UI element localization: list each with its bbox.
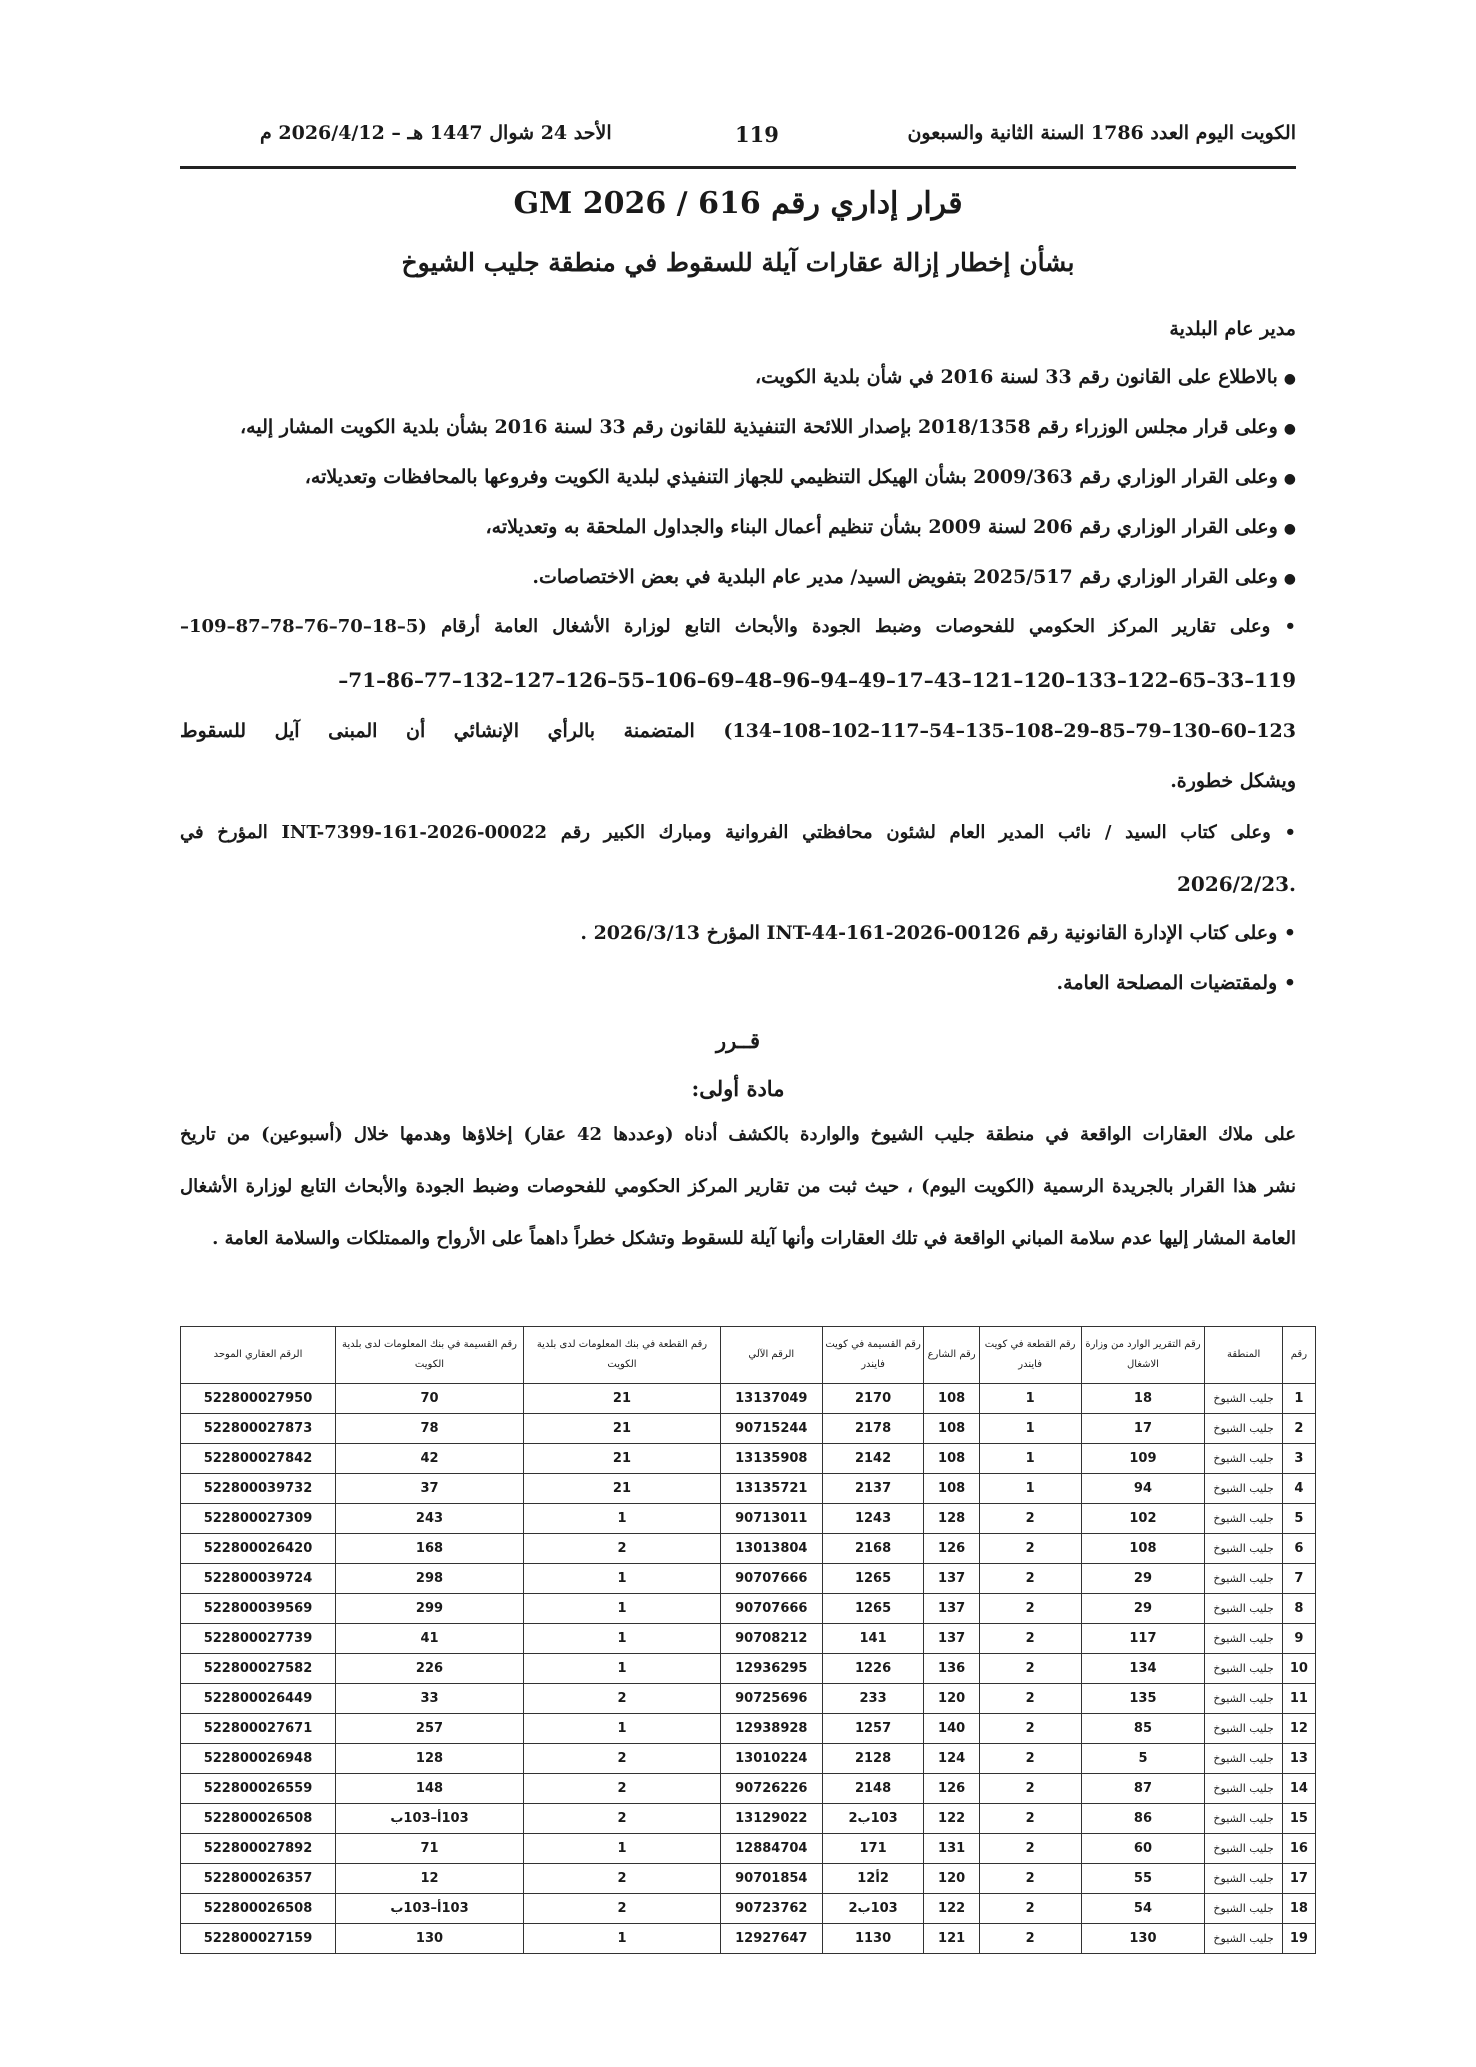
cell-report-no: 55 [1081, 1864, 1205, 1894]
bullet-icon: ● [1283, 521, 1296, 537]
cell-auto-no: 12927647 [720, 1924, 822, 1954]
table-row [181, 1594, 1316, 1624]
cell-plot-kf: 1257 [822, 1714, 924, 1744]
cell-plot-kf: 1130 [822, 1924, 924, 1954]
cell-block-db: 2 [524, 1684, 721, 1714]
cell-plot-kf: 2142 [822, 1444, 924, 1474]
cell-auto-no: 90726226 [720, 1774, 822, 1804]
cell-street-no: 126 [924, 1534, 979, 1564]
cell-report-no: 18 [1081, 1384, 1205, 1414]
cell-area: جليب الشيوخ [1205, 1804, 1282, 1834]
cell-plot-db: 70 [335, 1384, 523, 1414]
col-header-plot-db: رقم القسيمة في بنك المعلومات لدى بلدية الكويت [335, 1327, 523, 1384]
cell-plot-db: 257 [335, 1714, 523, 1744]
bullet-icon: ● [1283, 471, 1296, 487]
table-row [181, 1714, 1316, 1744]
cell-block-db: 2 [524, 1774, 721, 1804]
cell-report-no: 17 [1081, 1414, 1205, 1444]
cell-unified-no: 522800026449 [181, 1684, 336, 1714]
cell-auto-no: 90708212 [720, 1624, 822, 1654]
cell-block-kf: 2 [979, 1654, 1081, 1684]
cell-block-db: 2 [524, 1864, 721, 1894]
cell-plot-kf: 2170 [822, 1384, 924, 1414]
cell-report-no: 130 [1081, 1924, 1205, 1954]
table-row [181, 1564, 1316, 1594]
article-heading: مادة أولى: [691, 1076, 785, 1101]
cell-plot-kf: 103ب2 [822, 1894, 924, 1924]
cell-plot-db: 71 [335, 1834, 523, 1864]
cell-block-kf: 2 [979, 1594, 1081, 1624]
table-row [181, 1864, 1316, 1894]
cell-street-no: 122 [924, 1894, 979, 1924]
cell-unified-no: 522800026357 [181, 1864, 336, 1894]
cell-area: جليب الشيوخ [1205, 1504, 1282, 1534]
bullet-icon: ● [1283, 571, 1296, 587]
cell-row-no: 16 [1282, 1834, 1315, 1864]
cell-street-no: 108 [924, 1384, 979, 1414]
col-header-unified-no: الرقم العقاري الموحد [181, 1327, 336, 1384]
cell-row-no: 19 [1282, 1924, 1315, 1954]
cell-unified-no: 522800039569 [181, 1594, 336, 1624]
cell-plot-kf: 2148 [822, 1774, 924, 1804]
cell-auto-no: 90725696 [720, 1684, 822, 1714]
cell-plot-db: 41 [335, 1624, 523, 1654]
cell-block-db: 1 [524, 1594, 721, 1624]
cell-street-no: 124 [924, 1744, 979, 1774]
properties-table [180, 1326, 1316, 1954]
cell-plot-db: 148 [335, 1774, 523, 1804]
cell-street-no: 122 [924, 1804, 979, 1834]
cell-report-no: 86 [1081, 1804, 1205, 1834]
cell-plot-db: 78 [335, 1414, 523, 1444]
bullet-icon: ● [1283, 371, 1296, 387]
cell-unified-no: 522800026948 [181, 1744, 336, 1774]
bullet-item: ●وعلى القرار الوزاري رقم 2009/363 بشأن الهيكل التنظيمي للجهاز التنفيذي لبلدية الكويت وفروعها بالمحافظات وتعديلاته، [304, 466, 1296, 488]
cell-report-no: 109 [1081, 1444, 1205, 1474]
cell-plot-kf: 103ب2 [822, 1804, 924, 1834]
cell-report-no: 135 [1081, 1684, 1205, 1714]
cell-report-no: 87 [1081, 1774, 1205, 1804]
cell-block-kf: 2 [979, 1564, 1081, 1594]
cell-street-no: 137 [924, 1624, 979, 1654]
cell-area: جليب الشيوخ [1205, 1564, 1282, 1594]
table-row [181, 1774, 1316, 1804]
cell-plot-db: 243 [335, 1504, 523, 1534]
page-header [180, 122, 1296, 162]
cell-block-db: 21 [524, 1444, 721, 1474]
cell-plot-db: 103أ–103ب [335, 1804, 523, 1834]
col-header-street: رقم الشارع [924, 1327, 979, 1384]
cell-block-kf: 2 [979, 1744, 1081, 1774]
bullet-item: ●وعلى قرار مجلس الوزراء رقم 2018/1358 بإصدار اللائحة التنفيذية للقانون رقم 33 لسنة 2016 بشأن بلدية الكويت المشار إليه، [240, 416, 1296, 438]
table-row [181, 1414, 1316, 1444]
cell-report-no: 85 [1081, 1714, 1205, 1744]
cell-area: جليب الشيوخ [1205, 1894, 1282, 1924]
table-header-row [181, 1327, 1316, 1384]
cell-row-no: 6 [1282, 1534, 1315, 1564]
cell-unified-no: 522800026508 [181, 1894, 336, 1924]
decided-heading: قــرر [715, 1028, 761, 1053]
cell-row-no: 11 [1282, 1684, 1315, 1714]
decree-subtitle: بشأن إخطار إزالة عقارات آيلة للسقوط في منطقة جليب الشيوخ [401, 248, 1075, 277]
cell-unified-no: 522800027582 [181, 1654, 336, 1684]
cell-unified-no: 522800039732 [181, 1474, 336, 1504]
cell-report-no: 5 [1081, 1744, 1205, 1774]
cell-row-no: 10 [1282, 1654, 1315, 1684]
cell-plot-db: 298 [335, 1564, 523, 1594]
cell-area: جليب الشيوخ [1205, 1474, 1282, 1504]
cell-row-no: 17 [1282, 1864, 1315, 1894]
col-header-auto-no: الرقم الآلي [720, 1327, 822, 1384]
cell-unified-no: 522800027309 [181, 1504, 336, 1534]
col-header-no: رقم [1282, 1327, 1315, 1384]
cell-plot-db: 299 [335, 1594, 523, 1624]
table-row [181, 1534, 1316, 1564]
public-interest: • ولمقتضيات المصلحة العامة. [1056, 972, 1296, 994]
col-header-area: المنطقة [1205, 1327, 1282, 1384]
col-header-report: رقم التقرير الوارد من وزارة الاشغال [1081, 1327, 1205, 1384]
cell-area: جليب الشيوخ [1205, 1714, 1282, 1744]
cell-block-kf: 2 [979, 1834, 1081, 1864]
cell-report-no: 60 [1081, 1834, 1205, 1864]
bullet-item: ●وعلى القرار الوزاري رقم 206 لسنة 2009 بشأن تنظيم أعمال البناء والجداول الملحقة به وتعديلاته، [485, 516, 1296, 538]
cell-area: جليب الشيوخ [1205, 1834, 1282, 1864]
cell-unified-no: 522800027892 [181, 1834, 336, 1864]
table-row [181, 1474, 1316, 1504]
reports-line-4: ويشكل خطورة. [1170, 770, 1296, 792]
cell-report-no: 108 [1081, 1534, 1205, 1564]
cell-street-no: 120 [924, 1684, 979, 1714]
cell-plot-kf: 2128 [822, 1744, 924, 1774]
cell-block-db: 2 [524, 1894, 721, 1924]
letter1-line-1: • وعلى كتاب السيد / نائب المدير العام لشئون محافظتي الفروانية ومبارك الكبير رقم INT-7399-161-2026-00022 المؤرخ في [180, 822, 1296, 843]
cell-area: جليب الشيوخ [1205, 1684, 1282, 1714]
cell-plot-db: 103أ–103ب [335, 1894, 523, 1924]
article-text-line-1: على ملاك العقارات الواقعة في منطقة جليب الشيوخ والواردة بالكشف أدناه (وعددها 42 عقار) إخلاؤها وهدمها خلال (أسبوعين) من تاريخ [180, 1124, 1296, 1145]
cell-block-kf: 2 [979, 1864, 1081, 1894]
cell-street-no: 137 [924, 1594, 979, 1624]
cell-auto-no: 13137049 [720, 1384, 822, 1414]
cell-row-no: 7 [1282, 1564, 1315, 1594]
reports-line-2: 119–33–65–122–133–120–121–43–17–49–94–96–48–69–106–55–126–127–132–77–86–71– [338, 668, 1296, 692]
col-header-block-db: رقم القطعة في بنك المعلومات لدى بلدية الكويت [524, 1327, 721, 1384]
bullet-item: ●بالاطلاع على القانون رقم 33 لسنة 2016 في شأن بلدية الكويت، [754, 366, 1296, 388]
cell-area: جليب الشيوخ [1205, 1384, 1282, 1414]
issue-date: الأحد 24 شوال 1447 هـ – 2026/4/12 م [260, 122, 612, 144]
cell-block-kf: 2 [979, 1684, 1081, 1714]
cell-unified-no: 522800027842 [181, 1444, 336, 1474]
cell-plot-kf: 2137 [822, 1474, 924, 1504]
cell-row-no: 13 [1282, 1744, 1315, 1774]
cell-auto-no: 90707666 [720, 1594, 822, 1624]
table-row [181, 1624, 1316, 1654]
col-header-block-kf: رقم القطعة في كويت فايندر [979, 1327, 1081, 1384]
cell-street-no: 121 [924, 1924, 979, 1954]
cell-block-kf: 2 [979, 1804, 1081, 1834]
cell-area: جليب الشيوخ [1205, 1924, 1282, 1954]
cell-area: جليب الشيوخ [1205, 1864, 1282, 1894]
cell-unified-no: 522800026508 [181, 1804, 336, 1834]
cell-street-no: 108 [924, 1414, 979, 1444]
cell-block-kf: 2 [979, 1774, 1081, 1804]
cell-block-kf: 1 [979, 1444, 1081, 1474]
cell-plot-kf: 171 [822, 1834, 924, 1864]
cell-plot-kf: 1243 [822, 1504, 924, 1534]
cell-plot-db: 37 [335, 1474, 523, 1504]
cell-area: جليب الشيوخ [1205, 1444, 1282, 1474]
cell-area: جليب الشيوخ [1205, 1744, 1282, 1774]
cell-plot-db: 42 [335, 1444, 523, 1474]
table-row [181, 1444, 1316, 1474]
table-row [181, 1744, 1316, 1774]
bullet-item: ●وعلى القرار الوزاري رقم 2025/517 بتفويض السيد/ مدير عام البلدية في بعض الاختصاصات. [532, 566, 1296, 588]
cell-area: جليب الشيوخ [1205, 1624, 1282, 1654]
cell-block-kf: 2 [979, 1894, 1081, 1924]
cell-unified-no: 522800027950 [181, 1384, 336, 1414]
cell-report-no: 54 [1081, 1894, 1205, 1924]
table-body [181, 1384, 1316, 1954]
cell-plot-kf: 1226 [822, 1654, 924, 1684]
cell-row-no: 2 [1282, 1414, 1315, 1444]
cell-unified-no: 522800027873 [181, 1414, 336, 1444]
cell-plot-db: 33 [335, 1684, 523, 1714]
bullet-icon: ● [1283, 421, 1296, 437]
cell-area: جليب الشيوخ [1205, 1654, 1282, 1684]
decree-title: قرار إداري رقم 616 / 2026 GM [513, 186, 963, 221]
cell-auto-no: 13129022 [720, 1804, 822, 1834]
cell-auto-no: 90715244 [720, 1414, 822, 1444]
cell-block-db: 1 [524, 1924, 721, 1954]
table-row [181, 1504, 1316, 1534]
cell-block-db: 1 [524, 1564, 721, 1594]
table-row [181, 1384, 1316, 1414]
cell-street-no: 137 [924, 1564, 979, 1594]
cell-block-kf: 2 [979, 1924, 1081, 1954]
cell-row-no: 8 [1282, 1594, 1315, 1624]
issue-info: الكويت اليوم العدد 1786 السنة الثانية والسبعون [907, 122, 1296, 144]
table-row [181, 1924, 1316, 1954]
cell-block-db: 1 [524, 1714, 721, 1744]
cell-street-no: 126 [924, 1774, 979, 1804]
cell-street-no: 108 [924, 1474, 979, 1504]
cell-auto-no: 12936295 [720, 1654, 822, 1684]
table-row [181, 1684, 1316, 1714]
cell-plot-db: 12 [335, 1864, 523, 1894]
reports-line-1: • وعلى تقارير المركز الحكومي للفحوصات وضبط الجودة والأبحاث التابع لوزارة الأشغال العامة أرقام (5–18–70–76–78–87–109– [180, 616, 1296, 637]
cell-report-no: 94 [1081, 1474, 1205, 1504]
cell-row-no: 15 [1282, 1804, 1315, 1834]
cell-street-no: 131 [924, 1834, 979, 1864]
cell-unified-no: 522800027739 [181, 1624, 336, 1654]
cell-plot-kf: 1265 [822, 1594, 924, 1624]
cell-report-no: 117 [1081, 1624, 1205, 1654]
cell-report-no: 29 [1081, 1564, 1205, 1594]
cell-block-kf: 2 [979, 1624, 1081, 1654]
cell-street-no: 140 [924, 1714, 979, 1744]
cell-block-db: 2 [524, 1534, 721, 1564]
cell-area: جليب الشيوخ [1205, 1774, 1282, 1804]
letter1-line-2: .2026/2/23 [1177, 872, 1296, 896]
cell-street-no: 108 [924, 1444, 979, 1474]
cell-street-no: 128 [924, 1504, 979, 1534]
cell-street-no: 136 [924, 1654, 979, 1684]
cell-block-db: 21 [524, 1414, 721, 1444]
cell-auto-no: 13135908 [720, 1444, 822, 1474]
table-row [181, 1894, 1316, 1924]
cell-block-kf: 1 [979, 1474, 1081, 1504]
cell-block-db: 2 [524, 1804, 721, 1834]
cell-plot-kf: 2أ12 [822, 1864, 924, 1894]
cell-area: جليب الشيوخ [1205, 1594, 1282, 1624]
cell-block-db: 21 [524, 1384, 721, 1414]
cell-street-no: 120 [924, 1864, 979, 1894]
cell-block-kf: 1 [979, 1384, 1081, 1414]
article-text-line-2: نشر هذا القرار بالجريدة الرسمية (الكويت اليوم) ، حيث ثبت من تقارير المركز الحكومي للفحوصات وضبط الجودة والأبحاث التابع لوزارة الأشغال [180, 1176, 1296, 1197]
cell-auto-no: 90713011 [720, 1504, 822, 1534]
reports-line-3: 123–60–130–79–85–29–108–135–54–117–102–108–134) المتضمنة بالرأي الإنشائي أن المبنى آيل للسقوط [180, 720, 1296, 742]
cell-area: جليب الشيوخ [1205, 1534, 1282, 1564]
cell-report-no: 102 [1081, 1504, 1205, 1534]
cell-block-db: 1 [524, 1834, 721, 1864]
table-row [181, 1834, 1316, 1864]
page-number: 119 [735, 122, 779, 147]
table-row [181, 1804, 1316, 1834]
cell-row-no: 9 [1282, 1624, 1315, 1654]
cell-row-no: 12 [1282, 1714, 1315, 1744]
cell-unified-no: 522800026559 [181, 1774, 336, 1804]
cell-block-db: 2 [524, 1744, 721, 1774]
cell-unified-no: 522800027159 [181, 1924, 336, 1954]
cell-block-kf: 2 [979, 1534, 1081, 1564]
issuer: مدير عام البلدية [1169, 318, 1296, 340]
cell-auto-no: 90707666 [720, 1564, 822, 1594]
cell-block-kf: 2 [979, 1714, 1081, 1744]
cell-plot-kf: 2168 [822, 1534, 924, 1564]
cell-plot-kf: 141 [822, 1624, 924, 1654]
cell-block-db: 1 [524, 1654, 721, 1684]
cell-unified-no: 522800027671 [181, 1714, 336, 1744]
header-divider [180, 166, 1296, 169]
cell-unified-no: 522800039724 [181, 1564, 336, 1594]
col-header-plot-kf: رقم القسيمة في كويت فايندر [822, 1327, 924, 1384]
cell-auto-no: 90723762 [720, 1894, 822, 1924]
cell-block-db: 1 [524, 1504, 721, 1534]
cell-report-no: 134 [1081, 1654, 1205, 1684]
cell-row-no: 3 [1282, 1444, 1315, 1474]
cell-auto-no: 13010224 [720, 1744, 822, 1774]
cell-auto-no: 12884704 [720, 1834, 822, 1864]
cell-plot-db: 128 [335, 1744, 523, 1774]
cell-row-no: 18 [1282, 1894, 1315, 1924]
cell-row-no: 5 [1282, 1504, 1315, 1534]
cell-plot-kf: 1265 [822, 1564, 924, 1594]
cell-row-no: 4 [1282, 1474, 1315, 1504]
table-row [181, 1654, 1316, 1684]
letter2: • وعلى كتاب الإدارة القانونية رقم INT-44-161-2026-00126 المؤرخ 2026/3/13 . [580, 922, 1296, 944]
cell-auto-no: 13135721 [720, 1474, 822, 1504]
cell-block-db: 1 [524, 1624, 721, 1654]
article-text-line-3: العامة المشار إليها عدم سلامة المباني الواقعة في تلك العقارات وأنها آيلة للسقوط وتشكل خطراً داهماً على الأرواح والممتلكات والسلامة العامة . [212, 1228, 1296, 1249]
cell-block-kf: 2 [979, 1504, 1081, 1534]
cell-plot-kf: 233 [822, 1684, 924, 1714]
cell-plot-db: 226 [335, 1654, 523, 1684]
cell-row-no: 14 [1282, 1774, 1315, 1804]
cell-row-no: 1 [1282, 1384, 1315, 1414]
cell-plot-kf: 2178 [822, 1414, 924, 1444]
cell-area: جليب الشيوخ [1205, 1414, 1282, 1444]
cell-auto-no: 90701854 [720, 1864, 822, 1894]
cell-block-db: 21 [524, 1474, 721, 1504]
cell-auto-no: 13013804 [720, 1534, 822, 1564]
cell-plot-db: 130 [335, 1924, 523, 1954]
cell-unified-no: 522800026420 [181, 1534, 336, 1564]
cell-block-kf: 1 [979, 1414, 1081, 1444]
cell-report-no: 29 [1081, 1594, 1205, 1624]
cell-plot-db: 168 [335, 1534, 523, 1564]
cell-auto-no: 12938928 [720, 1714, 822, 1744]
